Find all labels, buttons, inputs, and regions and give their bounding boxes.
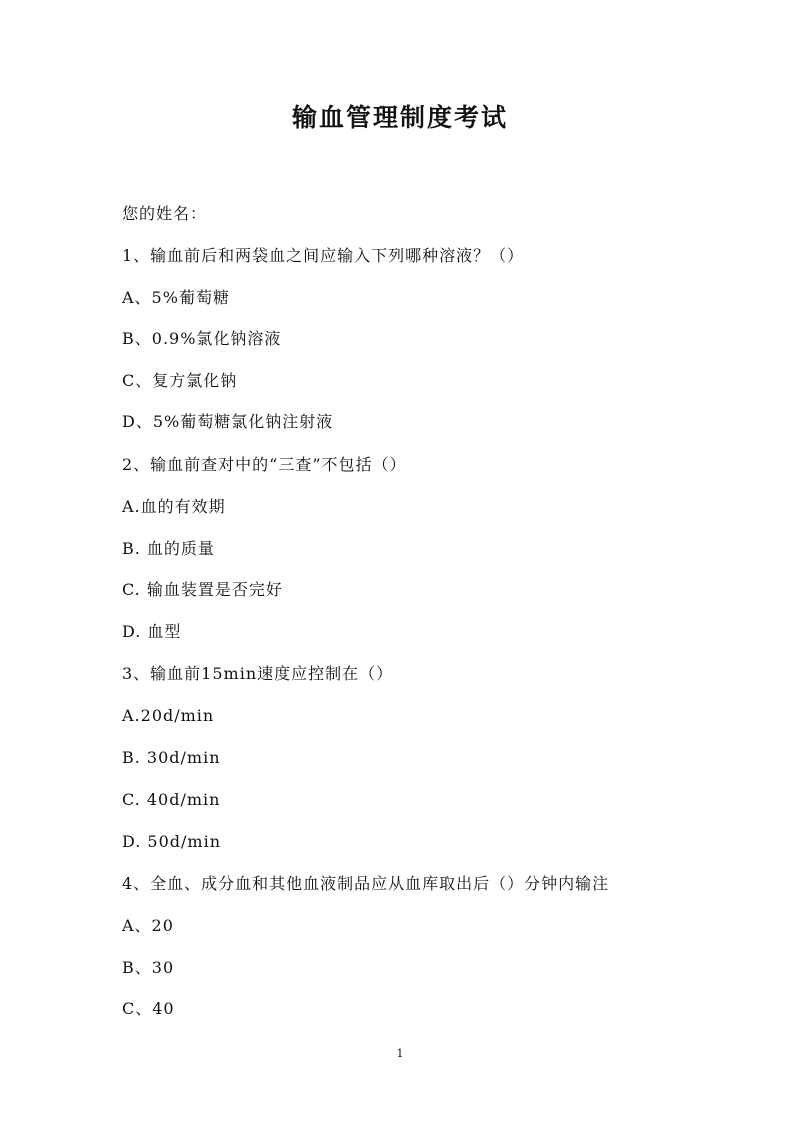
question-4: 4、全血、成分血和其他血液制品应从血库取出后（）分钟内输注 (122, 874, 610, 893)
name-prompt: 您的姓名： (122, 204, 208, 223)
question-2-option-b: B. 血的质量 (122, 539, 215, 558)
question-3-option-c: C. 40d/min (122, 790, 221, 809)
question-4-option-c: C、40 (122, 999, 175, 1018)
question-1-option-d: D、5%葡萄糖氯化钠注射液 (122, 412, 334, 431)
question-1-option-c: C、复方氯化钠 (122, 371, 238, 390)
page-title: 输血管理制度考试 (291, 103, 508, 132)
question-1: 1、输血前后和两袋血之间应输入下列哪种溶液？（） (122, 246, 525, 265)
question-1-option-b: B、0.9%氯化钠溶液 (122, 329, 282, 348)
question-4-option-a: A、20 (122, 916, 174, 935)
question-1-option-a: A、5%葡萄糖 (122, 288, 230, 307)
question-2-option-c: C. 输血装置是否完好 (122, 580, 283, 599)
question-3-option-a: A.20d/min (122, 706, 215, 725)
question-3-option-d: D. 50d/min (122, 832, 222, 851)
question-3: 3、输血前15min速度应控制在（） (122, 664, 394, 683)
question-2-option-d: D. 血型 (122, 622, 182, 641)
page-number: 1 (396, 1047, 404, 1060)
question-3-option-b: B. 30d/min (122, 748, 221, 767)
question-4-option-b: B、30 (122, 958, 175, 977)
question-2: 2、输血前查对中的“三查”不包括（） (122, 455, 407, 474)
question-2-option-a: A.血的有效期 (122, 497, 226, 516)
